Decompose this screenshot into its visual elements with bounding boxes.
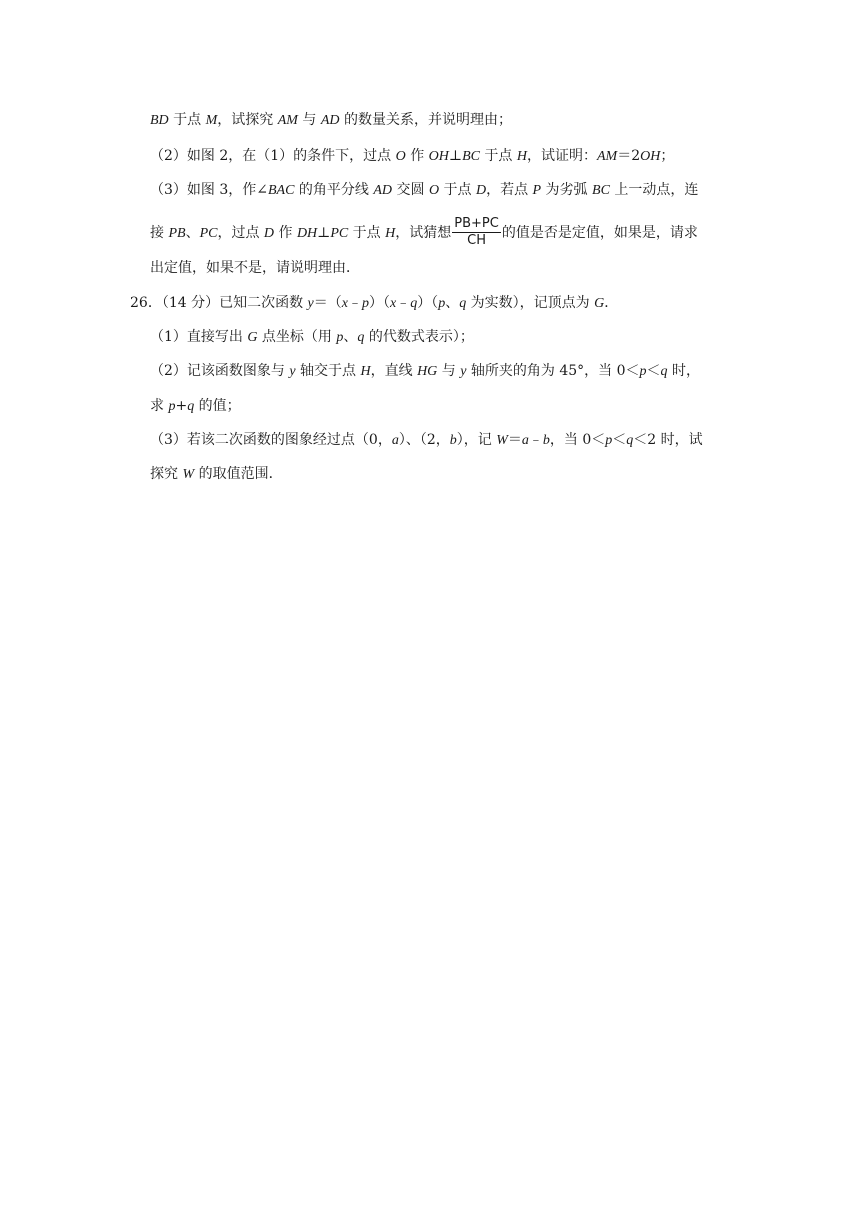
text: D: [263, 226, 275, 241]
text: ﹣: [396, 295, 411, 311]
text: M: [205, 113, 218, 128]
text: a: [521, 433, 529, 448]
text: PB: [168, 226, 186, 241]
text: 于点: [168, 112, 206, 128]
line-1: [150, 110, 512, 131]
text: 、: [445, 295, 460, 311]
text: 时，: [667, 363, 700, 379]
text: ﹣: [347, 295, 362, 311]
text: （3）若该二次函数的图象经过点（0，: [150, 432, 392, 448]
text: 26．（14 分）已知二次函数: [130, 295, 308, 311]
text: 于点: [439, 182, 476, 198]
text: PC: [330, 226, 349, 241]
text: 、: [185, 225, 200, 241]
text: p: [605, 433, 613, 448]
text: ＝2: [617, 148, 641, 164]
text: y: [307, 296, 314, 311]
text: ，直线: [370, 363, 418, 379]
text: OH: [428, 149, 449, 164]
text: x: [389, 296, 397, 311]
text: BD: [150, 113, 169, 128]
text: ，当 0＜: [549, 432, 606, 448]
text: p: [361, 296, 369, 311]
line-4: [150, 215, 698, 252]
text: y: [289, 364, 296, 379]
text: W: [182, 467, 195, 482]
text: 的角平分线: [294, 182, 374, 198]
text: p: [336, 330, 344, 345]
text: H: [516, 149, 527, 164]
text: ，若点: [486, 182, 533, 198]
fraction-numerator: PB+PC: [454, 215, 499, 231]
text: p: [438, 296, 446, 311]
text: AM: [596, 149, 618, 164]
text: ；: [660, 148, 675, 164]
text: q: [626, 433, 634, 448]
text: 探究: [150, 466, 183, 482]
text: ⊥: [448, 148, 463, 164]
text: ，试证明：: [526, 148, 597, 164]
text: G: [247, 330, 258, 345]
text: q: [410, 296, 418, 311]
text: D: [475, 183, 487, 198]
text: 作: [274, 225, 297, 241]
text: y: [460, 364, 467, 379]
text: ⊥: [317, 225, 331, 241]
text: P: [532, 183, 542, 198]
text: ，试探究: [217, 112, 278, 128]
text: ＜: [612, 432, 627, 448]
text: 接: [150, 225, 169, 241]
text: q: [357, 330, 365, 345]
text: （1）直接写出: [150, 329, 248, 345]
text: O: [395, 149, 406, 164]
text: 的取值范围．: [194, 466, 283, 482]
text: +: [175, 398, 188, 414]
fraction: [452, 216, 501, 249]
text: 轴所夹的角为 45°，当 0＜: [466, 363, 640, 379]
text: OH: [640, 149, 661, 164]
line-3: [150, 180, 698, 201]
text: a: [391, 433, 399, 448]
text: 出定值，如果不是，请说明理由．: [150, 260, 360, 276]
text: 为劣弧: [541, 182, 593, 198]
text: p: [639, 364, 647, 379]
text: b: [542, 433, 550, 448]
text: W: [496, 433, 508, 448]
text: ）（: [417, 295, 439, 311]
text: ＝: [507, 432, 522, 448]
line-10: [150, 430, 703, 451]
text: BC: [592, 183, 610, 198]
text: ，过点: [217, 225, 264, 241]
line-8: [150, 361, 700, 382]
text: 的代数式表示）；: [364, 329, 474, 345]
text: ）（: [368, 295, 390, 311]
text: 为实数），记顶点为: [466, 295, 595, 311]
line-9: [150, 396, 241, 417]
text: AD: [320, 113, 340, 128]
line-2: [150, 146, 674, 167]
text: BC: [462, 149, 480, 164]
text: x: [341, 296, 348, 311]
line-11: [150, 464, 283, 485]
text: b: [449, 433, 457, 448]
text: DH: [296, 226, 318, 241]
text: ﹣: [528, 432, 543, 448]
text: （3）如图 3，作∠: [150, 182, 268, 198]
text: HG: [417, 364, 438, 379]
text: 上一动点，连: [609, 182, 699, 198]
line-6: [130, 293, 618, 314]
text: p: [168, 399, 176, 414]
text: 的数量关系，并说明理由；: [339, 112, 512, 128]
text: ，试猜想: [395, 225, 452, 241]
fraction-denominator: CH: [467, 232, 486, 248]
text: 作: [405, 148, 429, 164]
text: G: [594, 296, 605, 311]
line-7: [150, 327, 474, 348]
text: 、: [343, 329, 358, 345]
text: BAC: [268, 183, 295, 198]
text: 的值是否是定值，如果是，请求: [501, 225, 698, 241]
text: 轴交于点: [295, 363, 361, 379]
text: ）、（2，: [398, 432, 450, 448]
text: 点坐标（用: [257, 329, 337, 345]
text: ＜2 时，试: [633, 432, 703, 448]
text: ＜: [646, 363, 661, 379]
text: ＝（: [313, 295, 342, 311]
text: ），记: [456, 432, 497, 448]
text: O: [428, 183, 440, 198]
text: H: [385, 226, 396, 241]
text: 与: [437, 363, 461, 379]
text: ．: [604, 295, 619, 311]
text: AD: [373, 183, 393, 198]
text: q: [187, 399, 195, 414]
text: H: [360, 364, 371, 379]
text: 求: [150, 398, 169, 414]
text: 与: [297, 112, 321, 128]
text: AM: [277, 113, 298, 128]
text: q: [459, 296, 467, 311]
text: q: [660, 364, 668, 379]
text: 交圆: [392, 182, 429, 198]
text: 于点: [348, 225, 386, 241]
text: PC: [199, 226, 218, 241]
text: （2）如图 2，在（1）的条件下，过点: [150, 148, 396, 164]
text: （2）记该函数图象与: [150, 363, 290, 379]
text: 的值；: [194, 398, 241, 414]
line-5: [150, 258, 360, 278]
text: 于点: [479, 148, 517, 164]
